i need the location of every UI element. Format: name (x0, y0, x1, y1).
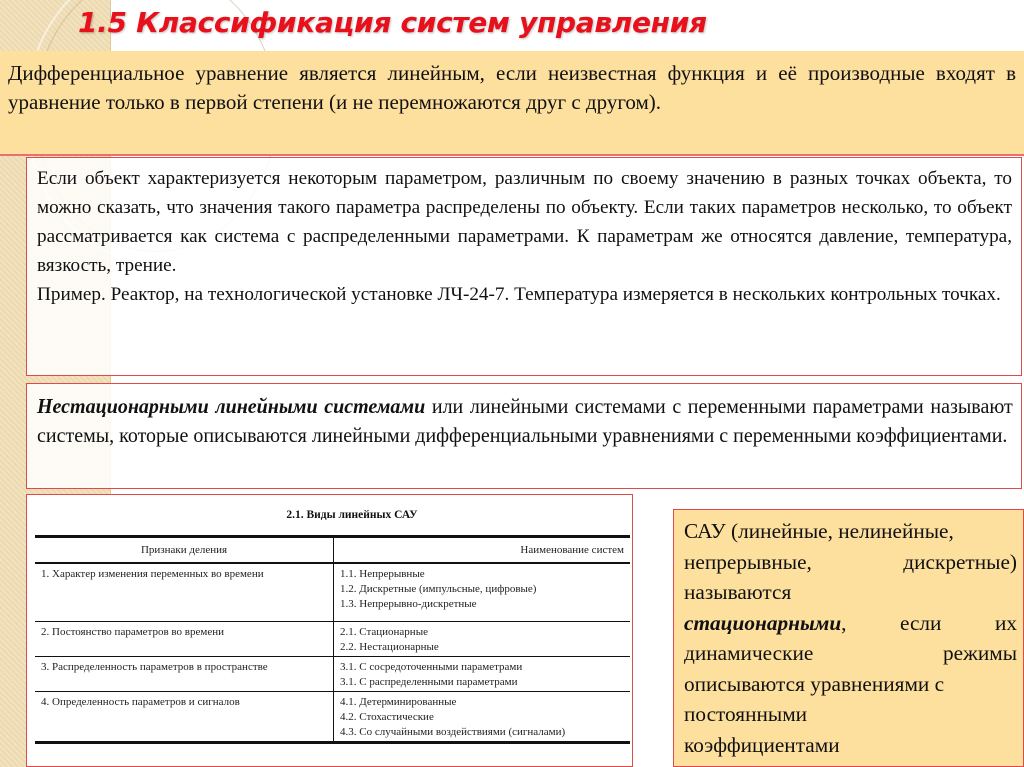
linear-sau-table (35, 535, 630, 744)
linear-sau-table-box (26, 494, 633, 767)
column-header: Наименование систем (334, 537, 631, 564)
stationary-line: САУ (линейные, нелинейные, (684, 519, 954, 543)
table-row (35, 656, 630, 691)
types-cell (334, 656, 631, 691)
word: , (841, 610, 847, 635)
types-cell (334, 691, 631, 742)
stationary-line (684, 638, 1017, 669)
distributed-parameters-text: Если объект характеризуется некоторым параметром, различным по своему значению в разных точках объекта, то можно сказать, что значения такого параметра распределены по объекту. Если таких параметров несколько, то объект рассматривается как система с распределенными параметрами. К параметрам же относятся давление, температура, вязкость, трение. (37, 168, 1012, 276)
nonstationary-rest: или линейными системами с переменными параметрами называют системы, которые описываются линейными дифференциальными уравнениями с переменными коэффициентами. (37, 394, 1013, 447)
column-header: Признаки деления (35, 537, 334, 564)
type-item: 1.2. Дискретные (импульсные, цифровые) (340, 583, 537, 595)
type-item: 4.2. Стохастические (340, 710, 434, 723)
stationary-line: коэффициентами (684, 732, 840, 757)
nonstationary-box (26, 383, 1022, 489)
distributed-parameters-box (26, 157, 1022, 376)
word: дискретные) (903, 549, 1017, 574)
criterion-cell: 1. Характер изменения переменных во времени (35, 563, 334, 621)
table-row (35, 691, 630, 742)
example-text: Пример. Реактор, на технологической установке ЛЧ-24-7. Температура измеряется в нескольких контрольных точках. (37, 284, 1001, 305)
type-item: 2.1. Стационарные (340, 625, 428, 638)
type-item: 1.3. Непрерывно-дискретные (340, 598, 477, 610)
criterion-cell: 2. Постоянство параметров во времени (35, 621, 334, 656)
type-item: 3.1. С сосредоточенными параметрами (340, 660, 523, 673)
type-item: 4.3. Со случайными воздействиями (сигналами) (340, 725, 566, 738)
nonstationary-term: Нестационарными линейными системами (37, 394, 426, 418)
stationary-line: описываются уравнениями с (684, 671, 945, 696)
word: их (994, 610, 1017, 635)
linear-equation-definition: Дифференциальное уравнение является линейным, если неизвестная функция и её производные входят в уравнение только в первой степени (и не перемножаются друг с другом). (8, 61, 1016, 114)
criterion-cell: 4. Определенность параметров и сигналов (35, 691, 334, 742)
criterion-cell: 3. Распределенность параметров в пространстве (35, 656, 334, 691)
slide-title: 1.5 Классификация систем управления (78, 6, 707, 39)
nonstationary-text (37, 392, 1013, 450)
word: динамические (684, 641, 814, 665)
stationary-definition-box (673, 509, 1024, 767)
type-item: 1.1. Непрерывные (340, 568, 425, 580)
types-cell (334, 621, 631, 656)
type-item: 4.1. Детерминированные (340, 695, 457, 708)
definition-box (0, 51, 1024, 156)
word: непрерывные, (684, 549, 812, 574)
stationary-line (684, 547, 1017, 578)
stationary-term: стационарными (684, 610, 842, 635)
types-cell (334, 563, 631, 621)
type-item: 3.1. С распределенными параметрами (340, 675, 518, 688)
type-item: 2.2. Нестационарные (340, 640, 439, 653)
table-header-row (35, 537, 630, 564)
word: если (899, 610, 942, 635)
table-row (35, 563, 630, 621)
stationary-line: называются (684, 580, 792, 604)
stationary-line (684, 608, 1017, 639)
stationary-line: постоянными (684, 702, 808, 726)
word: режимы (943, 641, 1017, 665)
table-row (35, 621, 630, 656)
table-title: 2.1. Виды линейных САУ (286, 509, 418, 521)
